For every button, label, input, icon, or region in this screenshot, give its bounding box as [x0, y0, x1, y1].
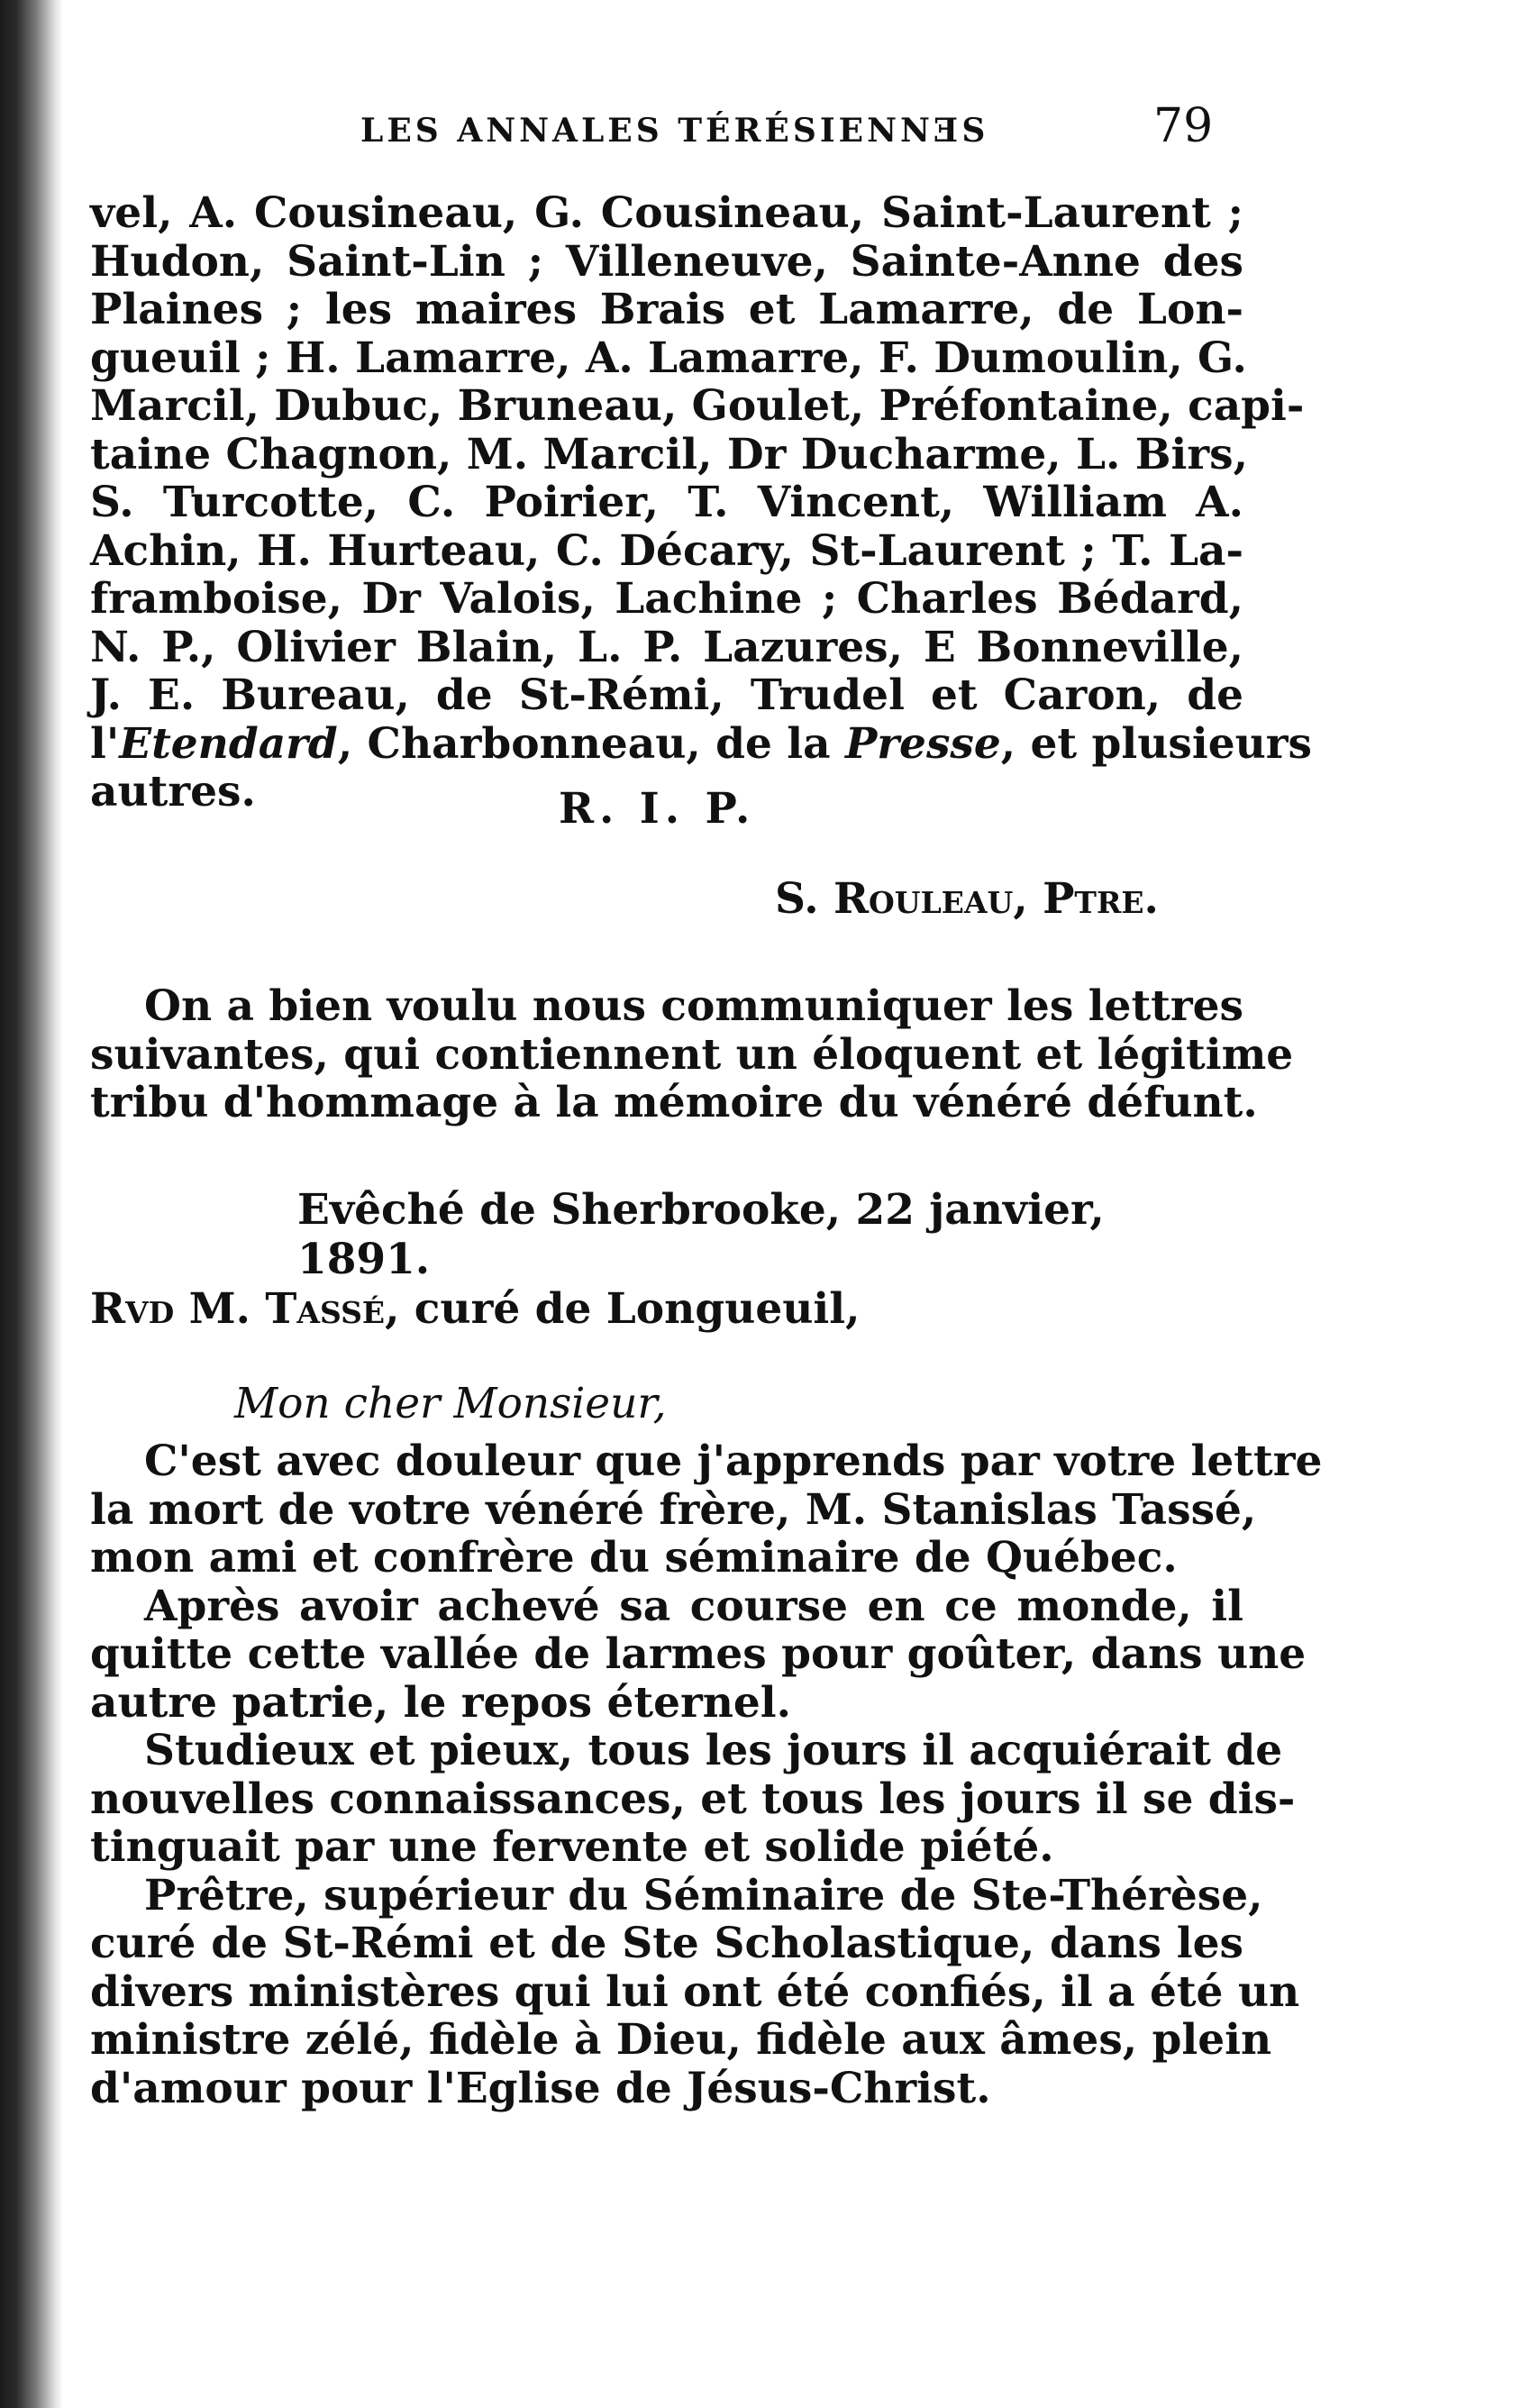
rip-line: R. I. P.	[559, 784, 756, 834]
letter-dateline: Evêché de Sherbrooke, 22 janvier, 1891.	[297, 1185, 1105, 1284]
text-line: autre patrie, le repos éternel.	[90, 1677, 792, 1728]
text-line: Après avoir achevé sa course en ce monde, il	[144, 1581, 1243, 1631]
text-line: taine Chagnon, M. Marcil, Dr Ducharme, L. Birs,	[90, 429, 1248, 479]
text-line: framboise, Dr Valois, Lachine ; Charles Bédard,	[90, 574, 1243, 624]
letter-addressee	[90, 1284, 861, 1334]
text-line-with-italics	[90, 718, 1312, 769]
addressee-prefix: Rvd	[90, 1284, 175, 1334]
signature-separator: ,	[1013, 874, 1043, 924]
text-line: N. P., Olivier Blain, L. P. Lazures, E Bonneville,	[90, 622, 1243, 672]
newspaper-title-etendard: Etendard	[119, 718, 338, 769]
text-line: Hudon, Saint-Lin ; Villeneuve, Sainte-Anne des	[90, 236, 1243, 287]
text-line: curé de St-Rémi et de Ste Scholastique, dans les	[90, 1919, 1243, 1968]
addressee-mid: M.	[174, 1284, 266, 1334]
page-header	[90, 99, 1243, 171]
text-line: Studieux et pieux, tous les jours il acquiérait de	[144, 1726, 1283, 1775]
text-line: tinguait par une fervente et solide piété.	[90, 1822, 1054, 1872]
paragraph-mourners-list	[90, 188, 1312, 816]
text-line: J. E. Bureau, de St-Rémi, Trudel et Caron, de	[90, 670, 1243, 720]
text-line: la mort de votre vénéré frère, M. Stanislas Tassé,	[90, 1484, 1257, 1535]
text-line: S. Turcotte, C. Poirier, T. Vincent, William A.	[90, 478, 1243, 527]
letter-body	[90, 1437, 1323, 2113]
text-line: suivantes, qui contiennent un éloquent et légitime	[90, 1029, 1294, 1080]
text-line: On a bien voulu nous communiquer les lettres	[144, 981, 1243, 1031]
text-line: autres.	[90, 767, 256, 816]
signature	[775, 874, 1159, 924]
text-line: ministre zélé, fidèle à Dieu, fidèle aux âmes, plein	[90, 2015, 1272, 2065]
book-page	[90, 81, 1323, 2370]
running-head: LES ANNALES TÉRÉSIENNƎS	[360, 112, 989, 150]
text-line: Marcil, Dubuc, Bruneau, Goulet, Préfontaine, capi-	[90, 381, 1305, 431]
addressee-rest: , curé de Longueuil,	[385, 1284, 861, 1334]
text-fragment: , et plusieurs	[1000, 718, 1312, 769]
text-line: gueuil ; H. Lamarre, A. Lamarre, F. Dumoulin, G.	[90, 333, 1247, 383]
signature-initial: S.	[775, 874, 833, 924]
page-gutter-binding	[0, 0, 63, 2408]
newspaper-title-presse: Presse	[844, 718, 1001, 769]
text-line: tribu d'hommage à la mémoire du vénéré défunt.	[90, 1078, 1258, 1127]
signature-name: Rouleau	[833, 874, 1014, 924]
text-line: vel, A. Cousineau, G. Cousineau, Saint-Laurent ;	[90, 188, 1243, 238]
letter-salutation: Mon cher Monsieur,	[234, 1379, 667, 1428]
page-number: 79	[1153, 99, 1214, 153]
text-line: divers ministères qui lui ont été confiés, il a été un	[90, 1966, 1300, 2017]
text-line: nouvelles connaissances, et tous les jours il se dis-	[90, 1774, 1296, 1824]
text-line: C'est avec douleur que j'apprends par votre lettre	[144, 1437, 1323, 1486]
addressee-name: Tassé	[265, 1284, 386, 1334]
text-line: mon ami et confrère du séminaire de Québec.	[90, 1533, 1178, 1583]
text-line: Achin, H. Hurteau, C. Décary, St-Laurent ; T. La-	[90, 525, 1243, 576]
text-line: Plaines ; les maires Brais et Lamarre, de Lon-	[90, 285, 1243, 334]
text-line: d'amour pour l'Eglise de Jésus-Christ.	[90, 2063, 991, 2113]
text-line: quitte cette vallée de larmes pour goûter, dans une	[90, 1629, 1307, 1679]
text-line: Prêtre, supérieur du Séminaire de Ste-Thérèse,	[144, 1870, 1263, 1920]
signature-title: Ptre.	[1043, 874, 1159, 924]
paragraph-letters-intro	[90, 981, 1294, 1127]
text-fragment: l'	[90, 718, 120, 769]
text-fragment: , Charbonneau, de la	[337, 718, 845, 769]
